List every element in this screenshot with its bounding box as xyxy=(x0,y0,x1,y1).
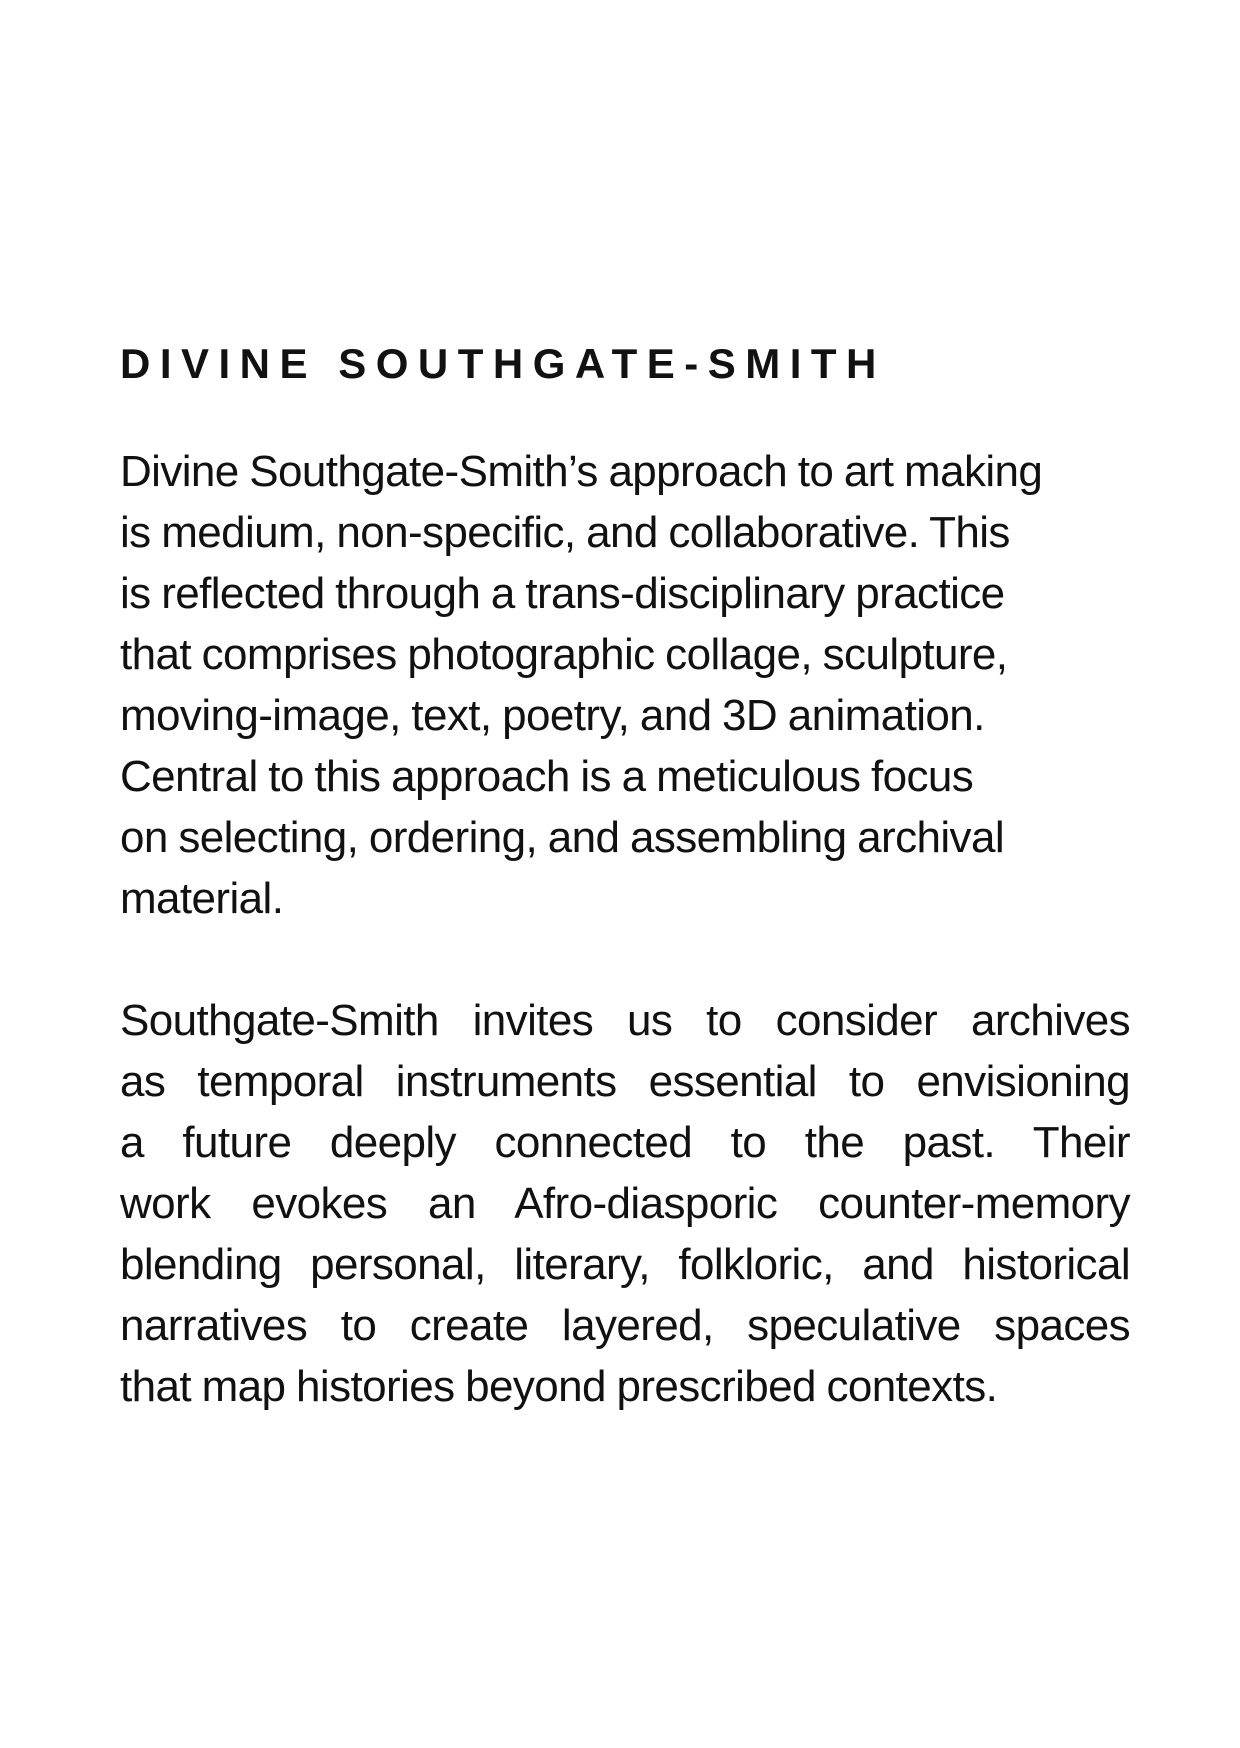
paragraph-line: that map histories beyond prescribed contexts. xyxy=(120,1362,998,1411)
paragraph-line: a future deeply connected to the past. Their xyxy=(120,1118,1130,1167)
paragraph-line: material. xyxy=(120,874,284,923)
paragraph-line: blending personal, literary, folkloric, and historical xyxy=(120,1240,1130,1289)
paragraph-line: Southgate-Smith invites us to consider archives xyxy=(120,996,1130,1045)
paragraph-line: Divine Southgate-Smith’s approach to art making xyxy=(120,447,1043,496)
paragraph-line: narratives to create layered, speculative spaces xyxy=(120,1301,1130,1350)
paragraph-line: Central to this approach is a meticulous focus xyxy=(120,752,974,801)
paragraph-practice xyxy=(120,441,1130,929)
artist-name-heading: DIVINE SOUTHGATE-SMITH xyxy=(120,340,886,387)
paragraph-line: that comprises photographic collage, sculpture, xyxy=(120,630,1008,679)
paragraph-line: is medium, non-specific, and collaborative. This xyxy=(120,508,1010,557)
paragraph-archives xyxy=(120,990,1130,1417)
paragraph-line: on selecting, ordering, and assembling archival xyxy=(120,813,1004,862)
paragraph-line: moving-image, text, poetry, and 3D animation. xyxy=(120,691,985,740)
paragraph-line: work evokes an Afro-diasporic counter-memory xyxy=(120,1179,1130,1228)
paragraph-line: as temporal instruments essential to envisioning xyxy=(120,1057,1130,1106)
artist-statement-page xyxy=(120,340,1130,1417)
paragraph-line: is reflected through a trans-disciplinary practice xyxy=(120,569,1005,618)
